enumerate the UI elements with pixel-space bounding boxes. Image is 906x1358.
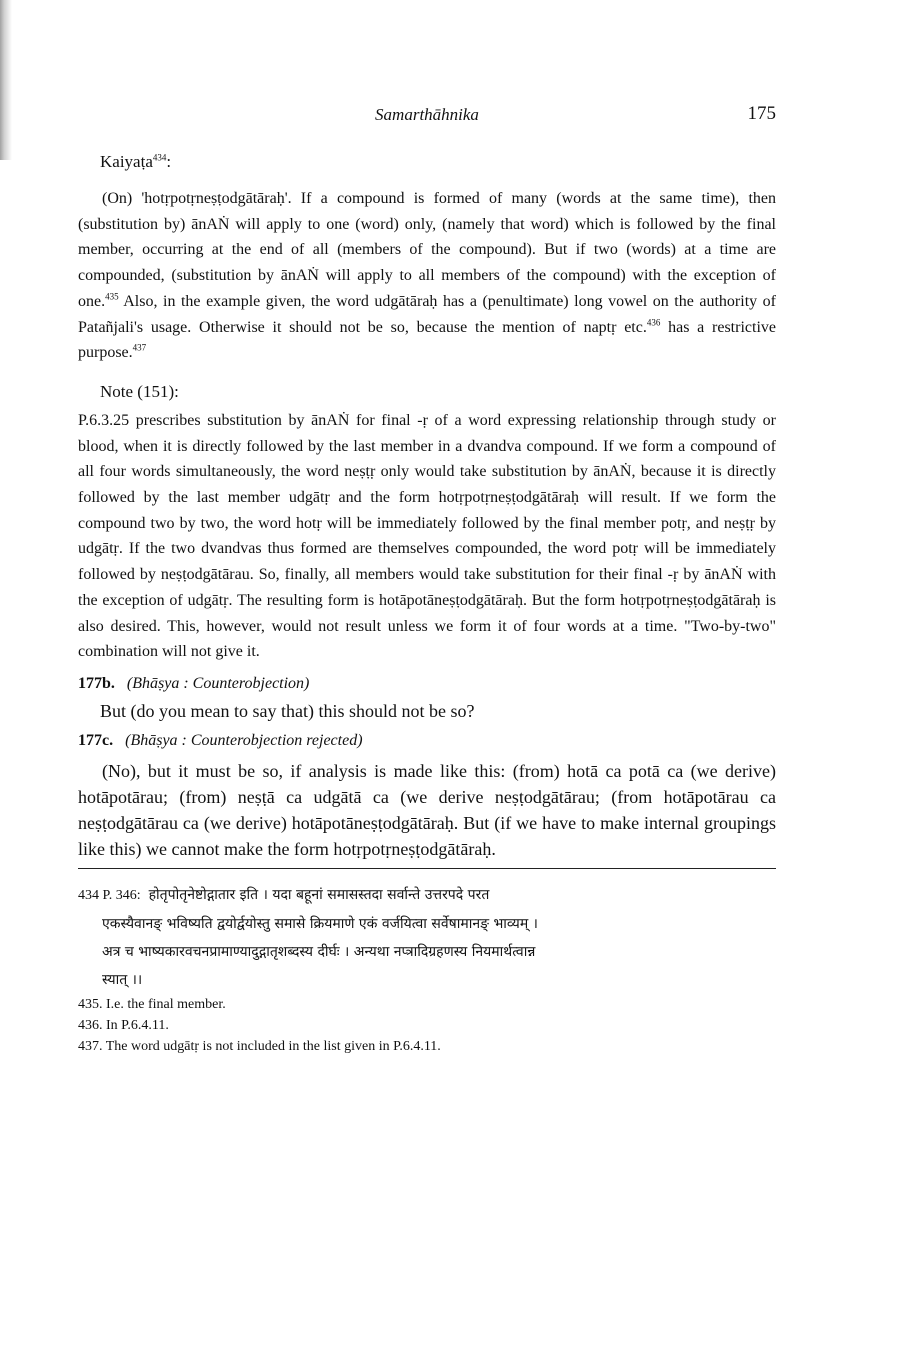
footnote-436: 436. In P.6.4.11. [78,1017,169,1033]
footnote-434 [78,881,776,910]
kaiyata-text-2: Also, in the example given, the word udgātāraḥ has a (penultimate) long vowel on the authority of Patañjali's usage. Otherwise it should not be so, because the mention of naptṛ etc. [78,292,776,336]
section-177b-number: 177b. [78,674,115,692]
section-177b-label: (Bhāṣya : Counterobjection) [126,674,310,692]
page-number: 175 [747,103,776,124]
section-177c-label: (Bhāṣya : Counterobjection rejected) [125,731,363,749]
body-text [78,152,776,1057]
section-177c-heading [78,732,776,750]
footnotes [78,881,776,1057]
kaiyata-heading-colon: : [166,152,172,171]
footnote-ref-434: 434 [152,152,167,163]
footnote-ref-437: 437 [132,342,147,353]
footnote-434-line-2: एकस्यैवानङ् भविष्यति द्वयोर्द्वयोस्तु समासे क्रियमाणे एकं वर्जयित्वा सर्वेषामानङ् भाव्यम् । [102,915,538,932]
kaiyata-text-3: has a restrictive purpose. [78,318,776,362]
footnote-ref-436: 436 [646,317,661,328]
scan-edge-shadow [0,0,12,160]
footnote-ref-435: 435 [105,291,119,302]
section-177c-text: (No), but it must be so, if analysis is made like this: (from) hotā ca potā ca (we derive) hotāpotārau; (from) neṣṭā ca udgātā ca (we derive neṣṭodgātārau; (from hotāpotārau ca neṣṭodgātārau ca (we derive) hotāpotāneṣṭodgātāraḥ. But (if we have to make internal groupings like this) we cannot make the form hotṛpotṛneṣṭodgātāraḥ. [78,760,776,859]
section-177b-heading [78,675,776,693]
footnote-rule [78,868,776,869]
note-paragraph: P.6.3.25 prescribes substitution by ānAṄ for final -ṛ of a word expressing relationship through study or blood, when it is directly followed by the last member in a dvandva compound. If we form a compound of all four words simultaneously, the word neṣṭṛ only would take substitution by ānAṄ, because it is directly followed by the last member udgātṛ and the form hotṛpotṛneṣṭodgātāraḥ will result. If we form the compound two by two, the word hotṛ will be immediately followed by the final member potṛ, and neṣṭṛ by udgātṛ. If the two dvandvas thus formed are themselves compounded, the word potṛ will be immediately followed by neṣṭodgātārau. So, finally, all members would take substitution for their final -ṛ by ānAṄ with the exception of udgātṛ. The resulting form is hotāpotāneṣṭodgātāraḥ. But the form hotṛpotṛneṣṭodgātāraḥ is also desired. This, however, would not result unless we form it of four words at a time. "Two-by-two" combination will not give it. [78,411,776,661]
section-177c-number: 177c. [78,731,114,749]
footnote-434-line-3: अत्र च भाष्यकारवचनप्रामाण्यादुद्गातृशब्दस्य दीर्घः । अन्यथा नप्त्रादिग्रहणस्य नियमार्थत्वान्न [102,943,536,960]
section-177b-text: But (do you mean to say that) this should not be so? [100,700,475,721]
kaiyata-heading [78,152,776,172]
running-title: Samarthāhnika [375,105,479,124]
footnote-435: 435. I.e. the final member. [78,996,226,1012]
kaiyata-paragraph [78,186,776,366]
page-header [78,103,776,129]
footnote-437: 437. The word udgātṛ is not included in the list given in P.6.4.11. [78,1038,441,1054]
kaiyata-text-1: (On) 'hotṛpotṛneṣṭodgātāraḥ'. If a compound is formed of many (words at the same time), then (substitution by) ānAṄ will apply to one (word) only, (namely that word) which is followed by the final member, occurring at the end of all (members of the compound). But if two (words) at a time are compounded, (substitution by ānAṄ will apply to all members of the compound) with the exception of one. [78,190,776,310]
footnote-434-line-1: होतृपोतृनेष्टोद्गातार इति । यदा बहूनां समासस्तदा सर्वान्ते उत्तरपदे परत [148,886,490,903]
footnote-434-line-4: स्यात् ।। [102,971,143,988]
kaiyata-heading-label: Kaiyaṭa [100,152,153,171]
footnote-434-ref: 434 P. 346: [78,887,141,903]
note-heading: Note (151): [100,381,179,401]
